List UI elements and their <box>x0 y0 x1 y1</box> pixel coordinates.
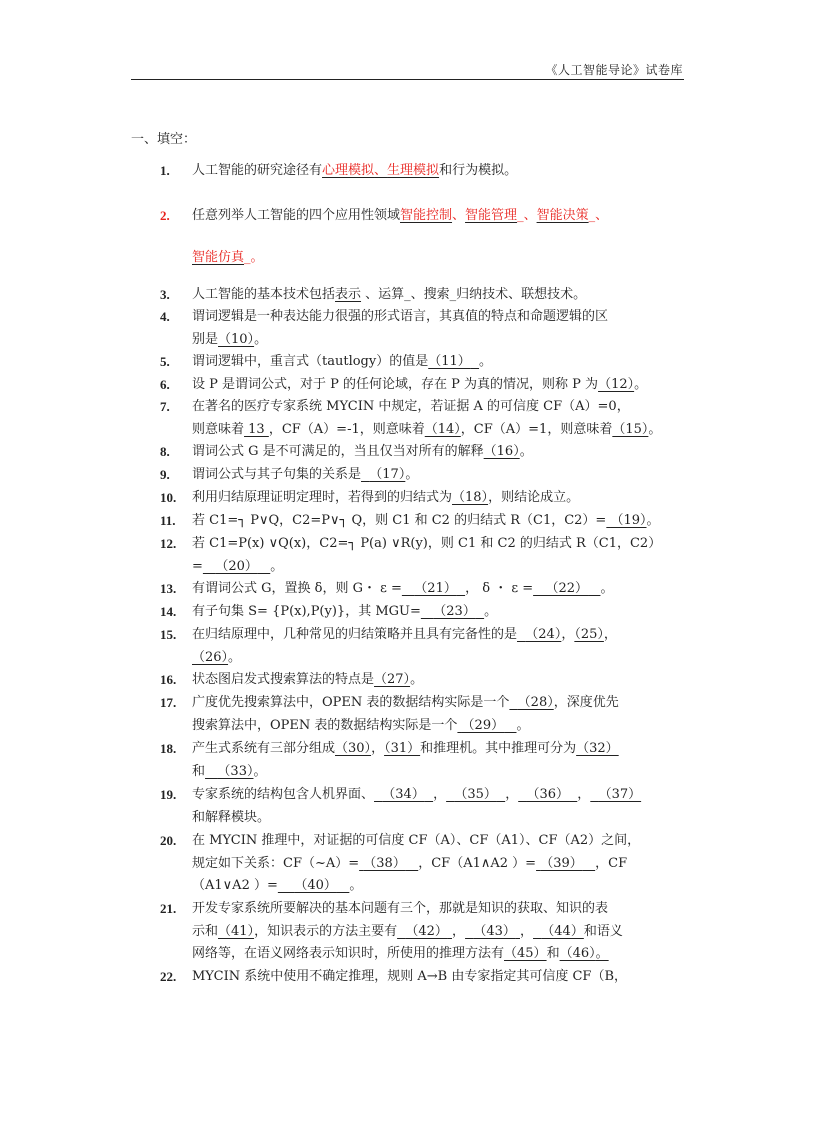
question-number: 6. <box>160 377 170 392</box>
question-15: 15. 在归结原理中，几种常见的归结策略并且具有完备性的是 （24），（25）， （26）。 <box>160 624 684 669</box>
blank: （15） <box>612 421 649 437</box>
blank: （38） <box>363 855 406 871</box>
question-number: 20. <box>160 833 177 848</box>
question-number: 17. <box>160 695 177 710</box>
answer: 生理模拟 <box>387 163 440 178</box>
question-12: 12. 若 C1=P(x) ∨Q(x)，C2=┐ P(a) ∨R(y)，则 C1 和 C2 的归结式 R（C1，C2） = （20） 。 <box>160 533 684 578</box>
question-number: 12. <box>160 536 177 551</box>
question-number: 9. <box>160 467 170 482</box>
question-11: 11. 若 C1=┐ P∨Q，C2=P∨┐ Q，则 C1 和 C2 的归结式 R（C1，C2）= （19）。 <box>160 510 684 533</box>
blank: （23） <box>433 604 476 619</box>
answer: 表示 <box>335 287 362 302</box>
header-rule <box>131 79 684 80</box>
blank: （39） <box>540 855 583 871</box>
question-number: 2. <box>160 208 170 223</box>
blank: （30） <box>335 741 372 756</box>
blank: （34） <box>382 787 425 802</box>
blank: （20） <box>215 558 258 574</box>
question-9: 9. 谓词公式与其子句集的关系是 （17）。 <box>160 464 684 487</box>
blank: （40） <box>294 878 337 893</box>
blank: （16） <box>483 444 520 459</box>
blank: （46） <box>559 946 596 961</box>
answer: 心理模拟 <box>322 163 375 178</box>
section-title: 一、填空： <box>131 132 197 147</box>
question-18: 18. 产生式系统有三部分组成（30），（31）和推理机。其中推理可分为（32） 和 （33）。 <box>160 738 684 783</box>
question-7: 7. 在著名的医疗专家系统 MYCIN 中规定，若证据 A 的可信度 CF（A）=0， 则意味着 13 ，CF（A）=-1，则意味着（14），CF（A）=1，则意味着（15）。 <box>160 396 684 441</box>
question-16: 16. 状态图启发式搜索算法的特点是（27）。 <box>160 669 684 692</box>
question-13: 13. 有谓词公式 G，置换 δ，则 G・ ε = （21） ， δ ・ ε = （22） 。 <box>160 578 684 601</box>
blank: （18） <box>452 490 489 505</box>
blank: （42） <box>405 923 448 939</box>
page-header: 《人工智能导论》试卷库 <box>545 63 683 77</box>
question-2: 2. 任意列举人工智能的四个应用性领域智能控制、智能管理_、智能决策_、 智能仿真_。 <box>160 205 684 269</box>
question-number: 3. <box>160 287 170 302</box>
blank: （27） <box>374 672 411 687</box>
blank: （19） <box>610 513 647 528</box>
answer: 智能决策 <box>536 208 589 223</box>
blank: （24） <box>525 627 562 642</box>
question-number: 14. <box>160 604 177 619</box>
blank: （41） <box>218 923 255 939</box>
question-6: 6. 设 P 是谓词公式，对于 P 的任何论域，存在 P 为真的情况，则称 P 为（12）。 <box>160 374 684 397</box>
question-10: 10. 利用归结原理证明定理时，若得到的归结式为（18），则结论成立。 <box>160 487 684 510</box>
blank: 13 <box>244 421 269 437</box>
question-3: 3. 人工智能的基本技术包括表示 、运算_、搜索_归纳技术、联想技术。 <box>160 284 684 307</box>
blank: （22） <box>545 581 589 596</box>
question-17: 17. 广度优先搜索算法中，OPEN 表的数据结构实际是一个 （28），深度优先 搜索算法中，OPEN 表的数据结构实际是一个 （29） 。 <box>160 692 684 737</box>
question-5: 5. 谓词逻辑中，重言式（tautlogy）的值是（11） 。 <box>160 351 684 374</box>
answer: 智能管理 <box>465 208 518 223</box>
blank: （36） <box>526 787 570 802</box>
question-number: 21. <box>160 901 177 916</box>
blank: （12） <box>598 377 635 392</box>
question-22: 22. MYCIN 系统中使用不确定推理，规则 A→B 由专家指定其可信度 CF（B， <box>160 966 684 989</box>
blank: （37） <box>598 787 642 802</box>
answer: 智能仿真 <box>192 249 245 265</box>
blank: （26） <box>192 649 229 665</box>
blank: （45） <box>504 946 547 961</box>
question-number: 7. <box>160 399 170 414</box>
question-20: 20. 在 MYCIN 推理中，对证据的可信度 CF（A）、CF（A1）、CF（A2）之间， 规定如下关系：CF（~A）= （38） ，CF（A1∧A2 ）= （39） ，CF （A1∨A2 ）= （40） 。 <box>160 830 684 898</box>
blank: （32） <box>576 741 619 756</box>
blank: （14） <box>424 421 461 437</box>
blank: （17） <box>369 467 406 482</box>
question-number: 10. <box>160 490 177 505</box>
question-1: 1. 人工智能的研究途径有心理模拟、生理模拟和行为模拟。 <box>160 160 684 183</box>
question-number: 11. <box>160 513 176 528</box>
question-number: 16. <box>160 672 177 687</box>
question-number: 5. <box>160 354 170 369</box>
blank: （31） <box>384 741 421 756</box>
blank: （29） <box>461 717 505 733</box>
question-14: 14. 有子句集 S= {P(x),P(y)}，其 MGU= （23） 。 <box>160 601 684 624</box>
blank: （44） <box>541 923 584 939</box>
blank: （43） <box>473 923 516 939</box>
blank: （21） <box>414 581 457 596</box>
question-19: 19. 专家系统的结构包含人机界面、 （34） ， （35） ， （36） ， （37） 和解释模块。 <box>160 784 684 829</box>
question-21: 21. 开发专家系统所要解决的基本问题有三个，那就是知识的获取、知识的表 示和（41），知识表示的方法主要有 （42） ， （43） ， （44）和语义 网络等，在语义网络表示知识时，所使用的推理方法有（45）和（46）。 <box>160 898 684 966</box>
question-number: 22. <box>160 969 177 984</box>
question-4: 4. 谓词逻辑是一种表达能力很强的形式语言，其真值的特点和命题逻辑的区 别是（10）。 <box>160 306 684 351</box>
question-8: 8. 谓词公式 G 是不可满足的，当且仅当对所有的解释（16）。 <box>160 441 684 464</box>
blank: （25） <box>574 627 604 642</box>
question-number: 4. <box>160 309 170 324</box>
answer: 智能控制 <box>400 208 453 223</box>
question-number: 13. <box>160 581 177 596</box>
question-number: 19. <box>160 787 177 802</box>
blank: （33） <box>217 763 254 779</box>
question-number: 8. <box>160 444 170 459</box>
question-number: 15. <box>160 627 177 642</box>
question-number: 18. <box>160 741 177 756</box>
question-number: 1. <box>160 163 170 178</box>
blank: （28） <box>517 695 554 710</box>
blank: （11） <box>428 354 471 369</box>
blank: （10） <box>218 331 255 347</box>
blank: （35） <box>454 787 497 802</box>
